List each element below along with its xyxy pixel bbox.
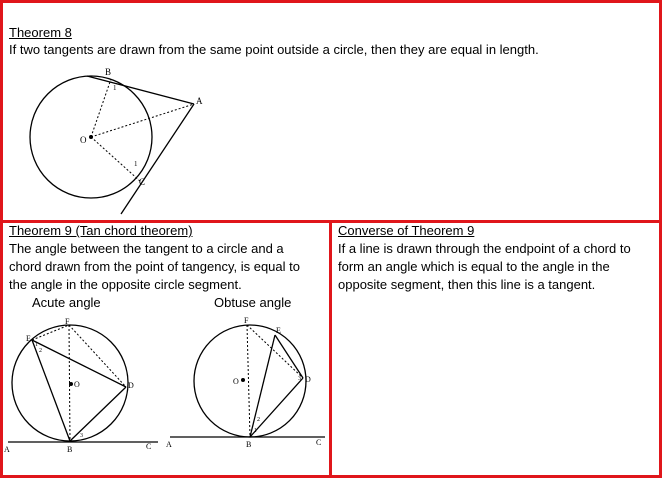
dotted-ef	[32, 325, 69, 340]
segment-oa	[91, 104, 194, 137]
label-o: O	[233, 377, 239, 386]
chord-eb	[32, 340, 70, 441]
label-e: E	[276, 326, 281, 335]
label-angle-bottom: 1	[134, 160, 138, 168]
theorem-9-line-3: the angle in the opposite circle segment.	[9, 277, 242, 292]
label-3: 3	[80, 433, 83, 439]
label-b: B	[105, 67, 112, 77]
label-e: E	[26, 334, 31, 343]
label-c: C	[139, 177, 146, 187]
label-b: B	[67, 445, 73, 454]
label-o: O	[80, 135, 87, 145]
label-d: D	[305, 375, 311, 384]
acute-angle-label: Acute angle	[32, 295, 101, 310]
center-dot	[89, 135, 93, 139]
label-2: 2	[257, 417, 260, 423]
acute-angle-diagram	[0, 315, 170, 465]
label-3: 3	[298, 376, 301, 382]
label-a: A	[196, 96, 203, 106]
theorem-8-diagram	[0, 0, 662, 223]
label-f: F	[65, 317, 70, 326]
label-b: B	[246, 440, 252, 449]
obtuse-angle-diagram	[165, 315, 335, 465]
theorem-8-statement: If two tangents are drawn from the same point outside a circle, then they are equal in length.	[9, 42, 539, 57]
theorem-9-line-2: chord drawn from the point of tangency, is equal to	[9, 259, 300, 274]
theorem-9-title: Theorem 9 (Tan chord theorem)	[9, 223, 193, 238]
center-dot	[241, 378, 245, 382]
label-a: A	[166, 440, 172, 449]
dotted-fb	[247, 325, 250, 437]
converse-9-title: Converse of Theorem 9	[338, 223, 475, 238]
chord-bd	[250, 378, 303, 437]
obtuse-angle-label: Obtuse angle	[214, 295, 292, 310]
radius-ob	[91, 79, 111, 137]
label-o: O	[74, 380, 80, 389]
label-c: C	[316, 438, 322, 447]
label-angle-top: 1	[113, 84, 117, 92]
converse-9-line-1: If a line is drawn through the endpoint of a chord to	[338, 241, 631, 256]
tangent-ac	[121, 104, 194, 214]
chord-be	[250, 335, 275, 437]
label-d: D	[128, 381, 134, 390]
theorem-9-line-1: The angle between the tangent to a circle and a	[9, 241, 284, 256]
dotted-fd	[247, 325, 303, 378]
theorem-8-title: Theorem 8	[9, 25, 72, 40]
circle	[194, 325, 306, 437]
label-a: A	[4, 445, 10, 454]
label-1: 1	[254, 428, 257, 434]
label-2: 2	[39, 348, 42, 354]
tangent-ab	[87, 76, 194, 104]
label-c: C	[146, 442, 152, 451]
converse-9-line-2: form an angle which is equal to the angle in the	[338, 259, 610, 274]
center-dot	[69, 382, 73, 386]
chord-bd	[70, 387, 126, 441]
converse-9-line-3: opposite segment, then this line is a tangent.	[338, 277, 596, 292]
label-1: 1	[35, 342, 38, 348]
label-f: F	[244, 316, 249, 325]
dotted-fd	[69, 325, 126, 387]
